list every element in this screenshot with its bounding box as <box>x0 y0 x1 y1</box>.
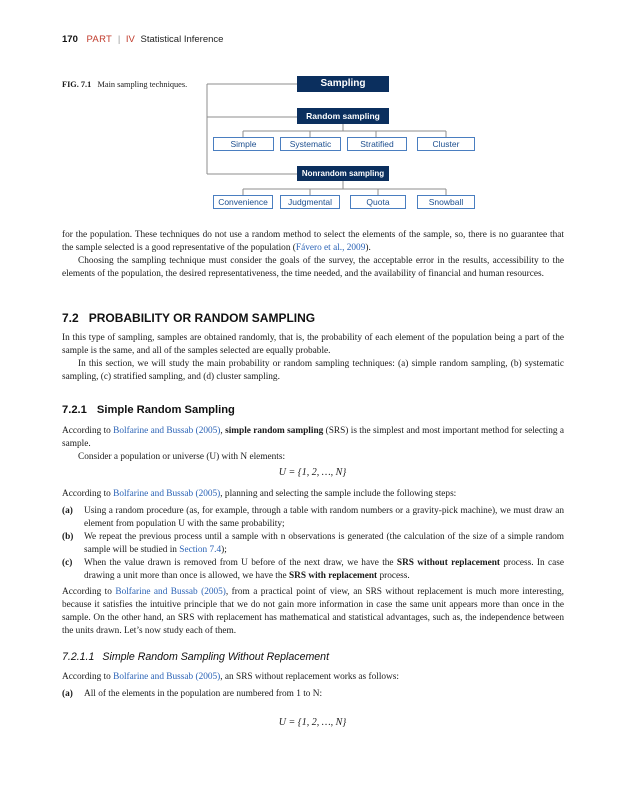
figure-caption-text: Main sampling techniques. <box>97 80 188 89</box>
srs-definition-paragraph: According to Bolfarine and Bussab (2005), simple random sampling (SRS) is the simplest and most important method for selecting a sample. <box>62 426 564 450</box>
part-title: Statistical Inference <box>140 34 224 45</box>
section-7-2-paragraph-2: In this section, we will study the main probability or random sampling techniques: (a) simple random sampling, (b) systematic sampling, (c) stratified sampling, and (d) cluster sampling. <box>62 359 564 383</box>
citation-bolfarine-2[interactable]: Bolfarine and Bussab (2005) <box>113 489 221 499</box>
intro-paragraph-2: Choosing the sampling technique must consider the goals of the survey, the acceptable error in the results, accessibility to the elements of the population, the desired representativeness, the time needed, and the availability of financial and human resources. <box>62 256 564 280</box>
list-item: (a) All of the elements in the population are numbered from 1 to N: <box>62 689 323 699</box>
srs-steps-list <box>62 505 564 584</box>
citation-bolfarine-3[interactable]: Bolfarine and Bussab (2005) <box>115 587 226 597</box>
list-item: (c) When the value drawn is removed from U before of the next draw, we have the SRS without replacement process. In case drawing a unit more than once is allowed, we have the SRS with replacement process. <box>62 558 565 582</box>
list-item: (b) We repeat the previous process until a sample with n observations is generated (the calculation of the size of a simple random sample will be studied in Section 7.4); <box>62 532 564 556</box>
node-stratified: Stratified <box>347 137 407 151</box>
citation-favero[interactable]: Fávero et al., 2009 <box>295 243 366 254</box>
intro-paragraph-1: for the population. These techniques do not use a random method to select the elements of the sample, so, there is no guarantee that the sample selected is a good representative of the population (Fávero et al., 2009). <box>62 230 564 254</box>
section-heading-7-2: 7.2 PROBABILITY OR RANDOM SAMPLING <box>62 311 316 325</box>
page-number: 170 <box>62 34 78 45</box>
section-7-2-1-1-text: According to Bolfarine and Bussab (2005), an SRS without replacement works as follows: <box>62 672 399 682</box>
citation-bolfarine-1[interactable]: Bolfarine and Bussab (2005) <box>113 426 221 436</box>
node-simple: Simple <box>213 137 274 151</box>
node-judgmental: Judgmental <box>280 195 340 209</box>
link-section-7-4[interactable]: Section 7.4 <box>179 545 222 556</box>
section-7-2-paragraph-1: In this type of sampling, samples are obtained randomly, that is, the probability of each element of the population being a part of the sample is the same, and all of the samples selected are equally probable. <box>62 333 564 357</box>
header-separator: | <box>117 34 121 45</box>
running-head <box>62 34 223 45</box>
steps-intro-paragraph: According to Bolfarine and Bussab (2005), planning and selecting the sample include the following steps: <box>62 489 457 499</box>
node-systematic: Systematic <box>280 137 341 151</box>
section-7-2-1-text <box>62 425 564 464</box>
figure-label: FIG. 7.1 <box>62 80 92 89</box>
node-convenience: Convenience <box>213 195 273 209</box>
part-label: PART <box>86 34 113 45</box>
srs-comparison-paragraph: According to Bolfarine and Bussab (2005), from a practical point of view, an SRS without replacement is much more interesting, because it satisfies the intuitive principle that we do not gain more information in case the same unit appears more than once in the sample. On the other hand, an SRS with replacement has mathematical and statistical advantages, such as, the independence between the units drawn. Let’s now study each of them. <box>62 587 565 637</box>
figure-caption <box>62 80 187 89</box>
section-heading-7-2-1: 7.2.1 Simple Random Sampling <box>62 404 235 416</box>
node-cluster: Cluster <box>417 137 475 151</box>
intro-text <box>62 229 564 281</box>
node-nonrandom-sampling: Nonrandom sampling <box>297 166 389 181</box>
section-7-2-text <box>62 332 564 384</box>
node-quota: Quota <box>350 195 406 209</box>
part-number: IV <box>125 34 135 45</box>
srs-wor-list <box>62 688 564 701</box>
node-random-sampling: Random sampling <box>297 108 389 124</box>
node-snowball: Snowball <box>417 195 475 209</box>
node-sampling: Sampling <box>297 76 389 92</box>
section-heading-7-2-1-1: 7.2.1.1 Simple Random Sampling Without Replacement <box>62 651 330 663</box>
equation-population-2: U = {1, 2, …, N} <box>278 717 347 728</box>
list-item: (a) Using a random procedure (as, for example, through a table with random numbers or a gravity-pick machine), we must draw an element from population U with the same probability; <box>62 506 564 530</box>
equation-population-1: U = {1, 2, …, N} <box>278 467 347 478</box>
population-paragraph: Consider a population or universe (U) with N elements: <box>78 452 286 463</box>
citation-bolfarine-4[interactable]: Bolfarine and Bussab (2005) <box>113 672 221 682</box>
